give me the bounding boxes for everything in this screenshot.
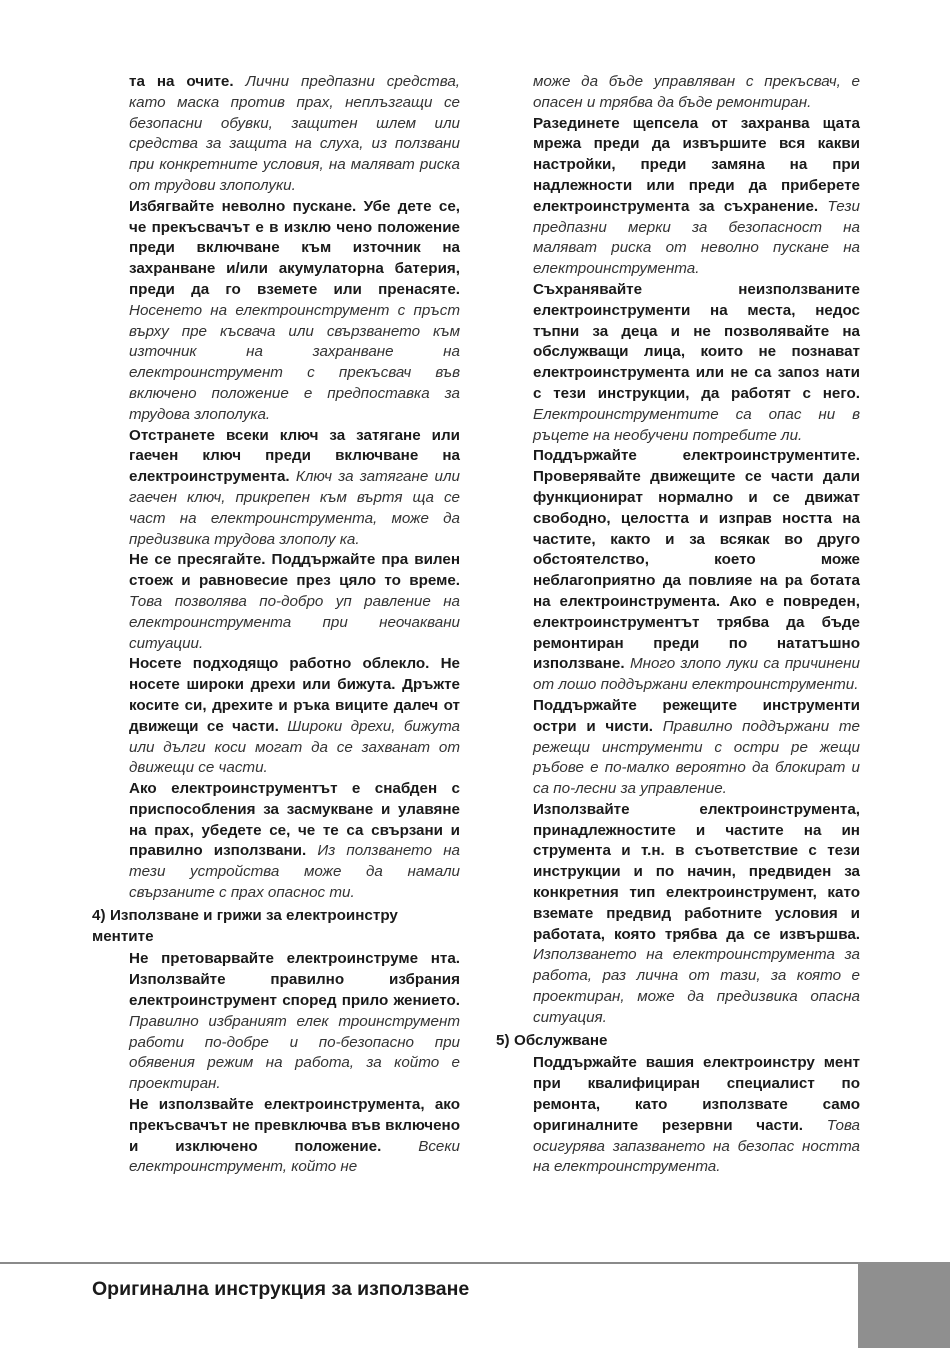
paragraph-cutting-tools [533, 696, 860, 800]
paragraph-avoid-startup [129, 197, 460, 426]
bold-text: Не се пресягайте. Поддържайте пра вилен стоеж и равновесие през цяло то време. [129, 551, 460, 590]
footer-divider [0, 1262, 858, 1264]
italic-text: Широки дрехи, бижута или дълги коси могат да се захванат от движещи се части. [129, 717, 461, 777]
italic-text: Всеки електроинструмент, който не [129, 1137, 460, 1176]
italic-text: Правилно поддържани те режещи инструменти с остри ре жещи ръбове е по-малко вероятно да блокират и са по-лесни за управление. [533, 717, 860, 798]
bold-text: Не използвайте електроинструмента, ако прекъсвачът не превключва във включено и изключено положение. [129, 1096, 460, 1155]
paragraph-no-overload [129, 949, 460, 1095]
footer-title: Оригинална инструкция за използване [92, 1278, 470, 1300]
section-number: 5) [496, 1031, 510, 1049]
italic-text: Из ползването на тези устройства може да намали свързаните с прах опаснос ти. [129, 842, 460, 902]
section-title: Използване и грижи за електроинстру ментите [92, 906, 398, 945]
italic-text: Електроинструментите са опас ни в ръцете на необучени потребите ли. [533, 405, 860, 444]
paragraph-eye-protection [129, 72, 460, 197]
italic-text: Лични предпазни средства, като маска против прах, неплъзгащи се безопасни обувки, защитен шлем или средства за защита на слуха, из ползвани при конкретните условия, на маляват риска от трудови злополуки. [129, 73, 460, 194]
section-title: Обслужване [514, 1031, 608, 1049]
bold-text: Избягвайте неволно пускане. Убе дете се, че прекъсвачът е в изклю чено положение преди включване към източник на захранване и/или акумулаторна батерия, преди да го вземете или пренасяте. [129, 197, 460, 298]
italic-text: Много злопо луки са причинени от лошо поддържани електроинструменти. [533, 655, 860, 694]
section-heading-4 [92, 906, 460, 948]
paragraph-storage [533, 280, 860, 446]
bold-text: Носете подходящо работно облекло. Не носете широки дрехи или бижута. Дръжте косите си, дрехите и ръка виците далеч от движещи се части. [129, 655, 460, 735]
paragraph-dust-extraction [129, 779, 460, 904]
italic-text: Тези предпазни мерки за безопасност на маляват риска от неволно пускане на електроинструмента. [533, 197, 860, 278]
bold-text: Поддържайте вашия електроинстру мент при квалифициран специалист по ремонта, като използвате само оригиналните резервни части. [533, 1054, 860, 1134]
section-heading-5 [496, 1031, 860, 1052]
bold-text: Използвайте електроинструмента, принадлежностите и частите на ин струмента и т.н. в съответствие с тези инструкции и по начин, предвиден за конкретния тип електроинструмент, като вземате предвид работните условия и работата, която трябва да се извършва. [533, 800, 860, 943]
paragraph-clothing [129, 654, 460, 779]
italic-text: Това позволява по-добро уп равление на електроинструмента при неочаквани ситуации. [129, 592, 460, 652]
paragraph-remove-key [129, 426, 460, 551]
paragraph-switch [129, 1095, 460, 1178]
bold-text: Съхранявайте неизползваните електроинструменти на места, недос тъпни за деца и не позволявайте на обслужващи лица, които не познават електроинструмента или не са запоз нати с тези инструкции, да работят с него. [533, 280, 860, 402]
paragraph-disconnect-plug [533, 114, 860, 280]
bold-text: Ако електроинструментът е снабден с приспособления за засмукване и улавяне на прах, убедете се, че те са свързани и правилно използвани. [129, 780, 460, 860]
paragraph-stance [129, 550, 460, 654]
italic-text: Това осигурява запазването на безопас ността на електроинструмента. [533, 1116, 860, 1176]
italic-text: Носенето на електроинструмент с пръст върху пре късвача или свързването към източник на захранване на електроинструмент с прекъсвач във включено положение е предпоставка за трудова злополука. [129, 301, 460, 423]
right-column [496, 72, 860, 1178]
paragraph-service [533, 1053, 860, 1178]
paragraph-switch-continued [533, 72, 860, 114]
section-number: 4) [92, 906, 106, 924]
italic-text: може да бъде управляван с прекъсвач, е опасен и трябва да бъде ремонтиран. [533, 73, 860, 111]
bold-text: Поддържайте електроинструментите. Проверявайте движещите се части дали функционират нормално и се движат свободно, целостта и изправ ността на частите, както и за всякак во друго обстоятелство, което може неблагоприятно да повлияе на ра ботата на електроинструмента. Ако е повреден, електроинструментът трябва да бъде ремонтиран преди по нататъшно използване. [533, 447, 860, 673]
bold-text: та на очите. [129, 73, 234, 90]
left-column [92, 72, 460, 1178]
bold-text: Отстранете всеки ключ за затягане или гаечен ключ преди включване на електроинструмента. [129, 426, 460, 486]
footer-tab-block [858, 1262, 950, 1348]
bold-text: Разединете щепсела от захранва щата мрежа преди да извършите вся какви настройки, преди замяна на при надлежности или преди да приберете електроинструмента за съхранение. [533, 114, 860, 215]
bold-text: Поддържайте режещите инструменти остри и чисти. [533, 696, 860, 735]
bold-text: Не претоварвайте електроинструме нта. Използвайте правилно избрания електроинструмент според прило жението. [129, 950, 460, 1010]
paragraph-use-accordingly [533, 800, 860, 1029]
paragraph-maintain-tools [533, 446, 860, 696]
italic-text: Ключ за затягане или гаечен ключ, прикрепен към въртя ща се част на електроинструмента, може да предизвика трудова злополу ка. [129, 468, 460, 548]
italic-text: Използването на електроинструмента за работа, раз лична от тази, за която е проектиран, може да предизвика опасна ситуация. [533, 946, 860, 1026]
italic-text: Правилно избраният елек троинструмент работи по-добре и по-безопасно при обявения режим на работа, за който е проектиран. [129, 1012, 460, 1093]
